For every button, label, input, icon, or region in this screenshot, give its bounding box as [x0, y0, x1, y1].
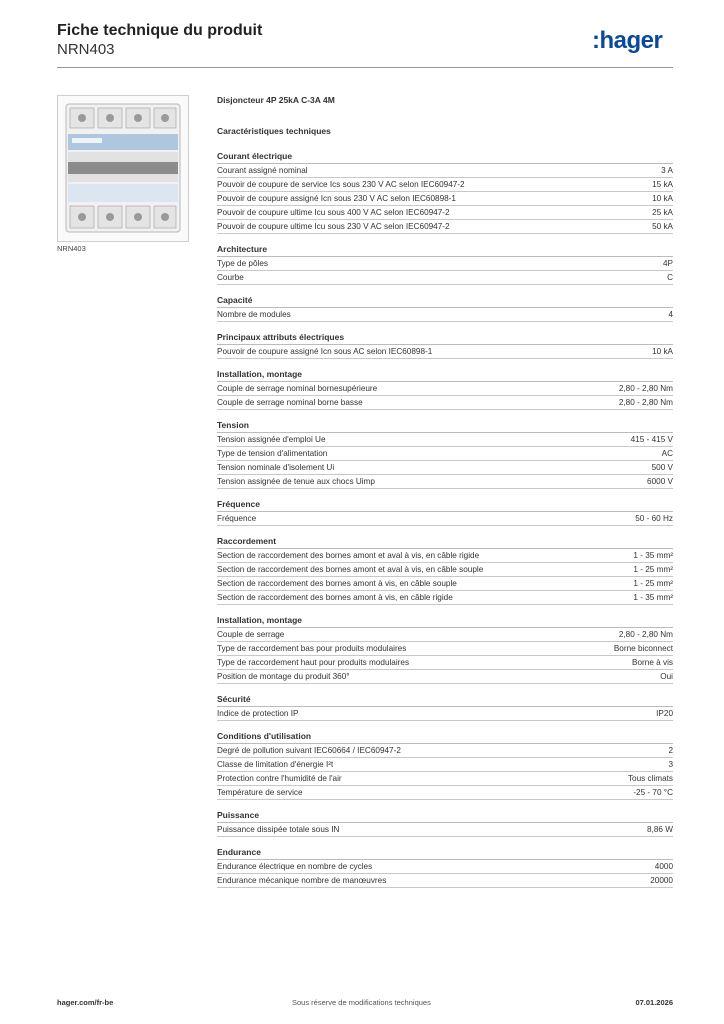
spec-value: 1 - 35 mm²	[633, 551, 673, 560]
spec-value: 415 - 415 V	[630, 435, 673, 444]
spec-section	[217, 243, 673, 285]
spec-value: Tous climats	[627, 774, 673, 783]
spec-row	[217, 563, 673, 577]
spec-value: 25 kA	[652, 208, 673, 217]
spec-section	[217, 730, 673, 800]
spec-section	[217, 614, 673, 684]
section-title: Raccordement	[217, 535, 673, 549]
spec-label: Section de raccordement des bornes amont à vis, en câble souple	[217, 579, 457, 588]
spec-label: Type de raccordement bas pour produits modulaires	[217, 644, 407, 653]
spec-label: Tension assignée de tenue aux chocs Uimp	[217, 477, 375, 486]
spec-label: Puissance dissipée totale sous IN	[217, 825, 340, 834]
spec-label: Couple de serrage	[217, 630, 285, 639]
spec-row	[217, 707, 673, 721]
spec-value: -25 - 70 °C	[633, 788, 673, 797]
spec-row	[217, 345, 673, 359]
spec-value: AC	[661, 449, 673, 458]
spec-content	[217, 94, 673, 897]
image-caption: NRN403	[57, 244, 86, 253]
spec-row	[217, 308, 673, 322]
section-title: Architecture	[217, 243, 673, 257]
spec-row	[217, 642, 673, 656]
section-title: Fréquence	[217, 498, 673, 512]
spec-row	[217, 656, 673, 670]
spec-row	[217, 786, 673, 800]
spec-label: Type de pôles	[217, 259, 268, 268]
spec-value: Borne à vis	[632, 658, 673, 667]
spec-row	[217, 670, 673, 684]
spec-value: 1 - 35 mm²	[633, 593, 673, 602]
spec-label: Classe de limitation d'énergie I²t	[217, 760, 334, 769]
spec-row	[217, 758, 673, 772]
section-title: Capacité	[217, 294, 673, 308]
spec-value: 2	[668, 746, 673, 755]
spec-row	[217, 206, 673, 220]
spec-value: 4000	[654, 862, 673, 871]
spec-row	[217, 396, 673, 410]
spec-section	[217, 809, 673, 837]
spec-row	[217, 461, 673, 475]
spec-sections	[217, 150, 673, 888]
footer-website-link[interactable]: hager.com/fr-be	[57, 998, 114, 1007]
spec-value: Oui	[660, 672, 673, 681]
section-title: Conditions d'utilisation	[217, 730, 673, 744]
section-title: Installation, montage	[217, 614, 673, 628]
hager-logo[interactable]: :hager	[592, 27, 663, 54]
spec-row	[217, 744, 673, 758]
spec-label: Pouvoir de coupure ultime Icu sous 400 V AC selon IEC60947-2	[217, 208, 450, 217]
spec-section	[217, 693, 673, 721]
spec-label: Courant assigné nominal	[217, 166, 308, 175]
spec-value: 3 A	[661, 166, 673, 175]
spec-value: 8,86 W	[647, 825, 673, 834]
spec-value: 500 V	[651, 463, 673, 472]
spec-label: Couple de serrage nominal bornesupérieure	[217, 384, 378, 393]
footer-date: 07.01.2026	[635, 998, 673, 1007]
spec-label: Degré de pollution suivant IEC60664 / IEC60947-2	[217, 746, 401, 755]
spec-label: Couple de serrage nominal borne basse	[217, 398, 363, 407]
spec-label: Position de montage du produit 360°	[217, 672, 350, 681]
spec-value: 4P	[662, 259, 673, 268]
header-divider	[57, 67, 673, 68]
spec-label: Tension nominale d'isolement Ui	[217, 463, 335, 472]
spec-row	[217, 823, 673, 837]
spec-row	[217, 447, 673, 461]
circuit-breaker-illustration	[58, 96, 188, 241]
spec-row	[217, 220, 673, 234]
product-image	[57, 95, 189, 242]
spec-value: 15 kA	[652, 180, 673, 189]
spec-label: Section de raccordement des bornes amont et aval à vis, en câble rigide	[217, 551, 480, 560]
spec-label: Type de tension d'alimentation	[217, 449, 328, 458]
spec-row	[217, 433, 673, 447]
spec-label: Fréquence	[217, 514, 257, 523]
spec-label: Tension assignée d'emploi Ue	[217, 435, 326, 444]
spec-section	[217, 150, 673, 234]
spec-row	[217, 772, 673, 786]
spec-row	[217, 577, 673, 591]
spec-value: 1 - 25 mm²	[633, 565, 673, 574]
page-title: Fiche technique du produit	[57, 22, 263, 39]
section-title: Puissance	[217, 809, 673, 823]
spec-label: Protection contre l'humidité de l'air	[217, 774, 342, 783]
section-title: Principaux attributs électriques	[217, 331, 673, 345]
section-title: Endurance	[217, 846, 673, 860]
spec-value: 3	[668, 760, 673, 769]
spec-value: Borne biconnect	[613, 644, 673, 653]
spec-label: Courbe	[217, 273, 244, 282]
spec-row	[217, 178, 673, 192]
spec-value: C	[667, 273, 673, 282]
spec-label: Endurance électrique en nombre de cycles	[217, 862, 373, 871]
specs-heading: Caractéristiques techniques	[217, 126, 331, 136]
spec-label: Indice de protection IP	[217, 709, 299, 718]
spec-value: 6000 V	[647, 477, 673, 486]
spec-value: 2,80 - 2,80 Nm	[618, 398, 673, 407]
spec-row	[217, 164, 673, 178]
spec-row	[217, 512, 673, 526]
spec-section	[217, 535, 673, 605]
product-reference: NRN403	[57, 41, 115, 58]
spec-row	[217, 874, 673, 888]
spec-value: 20000	[650, 876, 673, 885]
spec-row	[217, 382, 673, 396]
section-title: Sécurité	[217, 693, 673, 707]
spec-label: Section de raccordement des bornes amont et aval à vis, en câble souple	[217, 565, 484, 574]
spec-value: 1 - 25 mm²	[633, 579, 673, 588]
spec-section	[217, 368, 673, 410]
spec-value: 4	[668, 310, 673, 319]
product-description: Disjoncteur 4P 25kA C-3A 4M	[217, 95, 335, 105]
spec-section	[217, 846, 673, 888]
spec-label: Température de service	[217, 788, 303, 797]
spec-value: 10 kA	[652, 194, 673, 203]
spec-row	[217, 257, 673, 271]
section-title: Tension	[217, 419, 673, 433]
spec-label: Type de raccordement haut pour produits modulaires	[217, 658, 410, 667]
spec-section	[217, 294, 673, 322]
spec-row	[217, 628, 673, 642]
spec-section	[217, 331, 673, 359]
spec-label: Pouvoir de coupure ultime Icu sous 230 V AC selon IEC60947-2	[217, 222, 450, 231]
spec-row	[217, 271, 673, 285]
spec-row	[217, 591, 673, 605]
spec-label: Pouvoir de coupure de service Ics sous 230 V AC selon IEC60947-2	[217, 180, 465, 189]
section-title: Courant électrique	[217, 150, 673, 164]
footer-disclaimer: Sous réserve de modifications techniques	[292, 998, 431, 1007]
spec-label: Section de raccordement des bornes amont à vis, en câble rigide	[217, 593, 453, 602]
spec-label: Nombre de modules	[217, 310, 291, 319]
spec-value: 50 - 60 Hz	[635, 514, 673, 523]
spec-row	[217, 192, 673, 206]
spec-value: 2,80 - 2,80 Nm	[618, 630, 673, 639]
spec-row	[217, 860, 673, 874]
spec-row	[217, 549, 673, 563]
spec-value: IP20	[656, 709, 673, 718]
spec-row	[217, 475, 673, 489]
spec-section	[217, 498, 673, 526]
spec-value: 2,80 - 2,80 Nm	[618, 384, 673, 393]
spec-label: Pouvoir de coupure assigné Icn sous 230 V AC selon IEC60898-1	[217, 194, 456, 203]
spec-value: 10 kA	[652, 347, 673, 356]
section-title: Installation, montage	[217, 368, 673, 382]
spec-label: Endurance mécanique nombre de manœuvres	[217, 876, 387, 885]
spec-section	[217, 419, 673, 489]
spec-label: Pouvoir de coupure assigné Icn sous AC selon IEC60898-1	[217, 347, 433, 356]
spec-value: 50 kA	[652, 222, 673, 231]
